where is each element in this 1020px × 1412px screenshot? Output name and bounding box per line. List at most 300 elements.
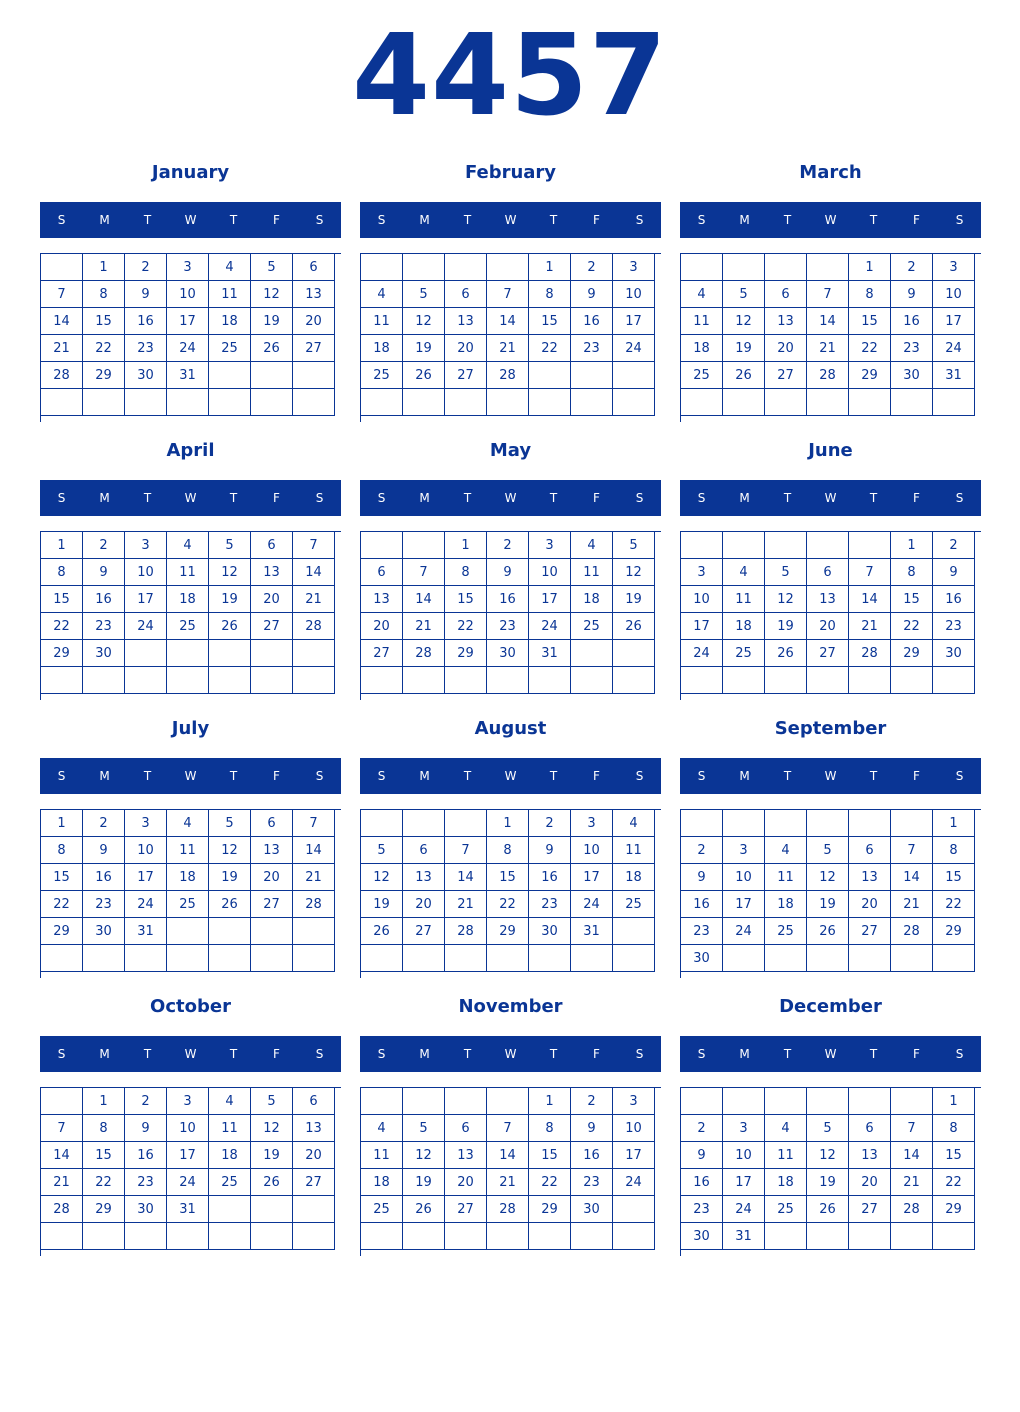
day-cell: 5 xyxy=(765,559,807,586)
day-cell: 14 xyxy=(891,1142,933,1169)
day-cell: 27 xyxy=(251,891,293,918)
day-cell xyxy=(765,254,807,281)
weekday-header: S xyxy=(635,213,644,227)
day-cell: 28 xyxy=(293,891,335,918)
day-cell: 29 xyxy=(849,362,891,389)
weekday-header: T xyxy=(783,491,792,505)
day-cell: 13 xyxy=(251,837,293,864)
day-cell: 19 xyxy=(723,335,765,362)
day-cell xyxy=(765,1223,807,1250)
day-cell: 9 xyxy=(681,1142,723,1169)
day-cell xyxy=(361,945,403,972)
day-cell xyxy=(613,1223,655,1250)
day-cell: 8 xyxy=(41,837,83,864)
weekday-header: T xyxy=(143,1047,152,1061)
day-cell: 8 xyxy=(849,281,891,308)
day-cell: 21 xyxy=(293,586,335,613)
day-cell: 22 xyxy=(83,335,125,362)
day-cell xyxy=(125,389,167,416)
day-grid xyxy=(680,531,981,700)
month-name: March xyxy=(799,162,862,183)
day-cell: 17 xyxy=(933,308,975,335)
day-cell: 4 xyxy=(613,810,655,837)
weekday-header: S xyxy=(315,769,324,783)
day-cell: 2 xyxy=(891,254,933,281)
day-cell: 9 xyxy=(83,837,125,864)
day-cell: 14 xyxy=(293,837,335,864)
day-cell xyxy=(765,1088,807,1115)
day-cell: 30 xyxy=(681,945,723,972)
day-cell: 16 xyxy=(125,1142,167,1169)
day-cell: 23 xyxy=(681,1196,723,1223)
day-cell: 14 xyxy=(41,308,83,335)
day-cell: 6 xyxy=(765,281,807,308)
day-cell: 20 xyxy=(361,613,403,640)
day-cell xyxy=(445,254,487,281)
day-cell: 22 xyxy=(83,1169,125,1196)
day-cell: 25 xyxy=(209,335,251,362)
day-cell: 12 xyxy=(251,281,293,308)
day-cell xyxy=(209,389,251,416)
day-cell xyxy=(251,667,293,694)
weekday-header-bar xyxy=(680,202,981,238)
weekday-header: W xyxy=(824,1047,837,1061)
weekday-header-bar xyxy=(40,1036,341,1072)
day-cell xyxy=(849,1223,891,1250)
day-cell: 20 xyxy=(251,864,293,891)
day-cell: 1 xyxy=(891,532,933,559)
day-cell: 19 xyxy=(613,586,655,613)
day-cell xyxy=(933,945,975,972)
day-cell: 20 xyxy=(403,891,445,918)
weekday-header-bar xyxy=(40,758,341,794)
day-cell: 19 xyxy=(209,864,251,891)
weekday-header: T xyxy=(869,491,878,505)
day-cell: 24 xyxy=(571,891,613,918)
day-cell: 18 xyxy=(571,586,613,613)
day-cell: 9 xyxy=(571,1115,613,1142)
day-cell: 30 xyxy=(529,918,571,945)
day-cell: 20 xyxy=(293,1142,335,1169)
day-cell xyxy=(251,1196,293,1223)
day-cell: 21 xyxy=(807,335,849,362)
day-cell xyxy=(83,667,125,694)
day-cell xyxy=(723,667,765,694)
day-cell: 22 xyxy=(849,335,891,362)
day-cell: 1 xyxy=(933,810,975,837)
day-cell: 5 xyxy=(251,254,293,281)
month-name: January xyxy=(151,162,230,183)
day-cell: 25 xyxy=(209,1169,251,1196)
day-cell xyxy=(167,918,209,945)
day-cell: 11 xyxy=(361,308,403,335)
day-cell: 22 xyxy=(891,613,933,640)
day-cell: 4 xyxy=(765,1115,807,1142)
day-cell: 5 xyxy=(613,532,655,559)
day-cell: 1 xyxy=(83,254,125,281)
weekday-header: S xyxy=(635,491,644,505)
day-cell: 2 xyxy=(529,810,571,837)
day-cell: 27 xyxy=(403,918,445,945)
day-cell: 30 xyxy=(571,1196,613,1223)
day-cell xyxy=(403,945,445,972)
day-cell xyxy=(613,667,655,694)
day-cell xyxy=(41,1223,83,1250)
day-cell xyxy=(529,362,571,389)
weekday-header: T xyxy=(143,213,152,227)
day-cell xyxy=(807,532,849,559)
day-cell: 10 xyxy=(571,837,613,864)
day-cell: 16 xyxy=(933,586,975,613)
day-cell xyxy=(613,640,655,667)
day-cell: 12 xyxy=(403,308,445,335)
day-cell xyxy=(891,810,933,837)
day-cell: 19 xyxy=(403,335,445,362)
day-cell xyxy=(445,667,487,694)
day-cell xyxy=(293,389,335,416)
day-cell: 3 xyxy=(529,532,571,559)
day-cell: 23 xyxy=(487,613,529,640)
day-cell xyxy=(445,945,487,972)
day-cell: 17 xyxy=(167,1142,209,1169)
day-grid xyxy=(40,253,341,422)
day-cell xyxy=(209,640,251,667)
day-cell: 15 xyxy=(933,1142,975,1169)
day-cell: 4 xyxy=(209,1088,251,1115)
day-cell: 24 xyxy=(723,918,765,945)
day-cell: 13 xyxy=(445,1142,487,1169)
weekday-header: F xyxy=(913,213,920,227)
day-cell: 9 xyxy=(933,559,975,586)
weekday-header: T xyxy=(869,1047,878,1061)
weekday-header: T xyxy=(783,769,792,783)
day-cell: 16 xyxy=(83,864,125,891)
day-cell: 11 xyxy=(167,559,209,586)
day-cell xyxy=(293,945,335,972)
day-cell xyxy=(891,945,933,972)
day-cell: 7 xyxy=(891,837,933,864)
day-cell: 9 xyxy=(529,837,571,864)
day-cell: 13 xyxy=(807,586,849,613)
day-cell: 29 xyxy=(41,918,83,945)
day-cell xyxy=(251,640,293,667)
weekday-header: T xyxy=(143,491,152,505)
day-cell: 15 xyxy=(41,864,83,891)
day-cell xyxy=(807,254,849,281)
month-name: October xyxy=(150,996,231,1017)
month-name: July xyxy=(171,718,210,739)
day-cell: 7 xyxy=(445,837,487,864)
day-cell: 7 xyxy=(41,1115,83,1142)
day-cell xyxy=(529,1223,571,1250)
day-cell: 3 xyxy=(167,254,209,281)
day-cell: 9 xyxy=(681,864,723,891)
day-cell: 9 xyxy=(125,1115,167,1142)
weekday-header: T xyxy=(463,491,472,505)
day-cell: 27 xyxy=(361,640,403,667)
day-grid xyxy=(680,1087,981,1256)
day-cell: 6 xyxy=(293,254,335,281)
day-cell: 15 xyxy=(933,864,975,891)
day-cell xyxy=(933,389,975,416)
day-cell xyxy=(765,532,807,559)
day-cell: 21 xyxy=(41,1169,83,1196)
day-cell xyxy=(209,918,251,945)
day-cell: 30 xyxy=(125,362,167,389)
weekday-header: F xyxy=(593,491,600,505)
day-cell: 2 xyxy=(83,810,125,837)
weekday-header: F xyxy=(913,1047,920,1061)
day-cell: 28 xyxy=(849,640,891,667)
day-cell: 3 xyxy=(613,1088,655,1115)
day-cell: 16 xyxy=(681,891,723,918)
day-cell: 24 xyxy=(125,891,167,918)
day-cell xyxy=(361,389,403,416)
day-cell: 4 xyxy=(167,810,209,837)
day-cell xyxy=(445,389,487,416)
day-cell xyxy=(613,1196,655,1223)
day-cell: 7 xyxy=(487,1115,529,1142)
day-cell: 22 xyxy=(41,613,83,640)
day-cell: 16 xyxy=(83,586,125,613)
day-cell: 21 xyxy=(487,335,529,362)
day-cell: 12 xyxy=(209,837,251,864)
day-cell xyxy=(681,254,723,281)
day-cell: 26 xyxy=(209,613,251,640)
day-cell: 17 xyxy=(613,308,655,335)
day-cell: 16 xyxy=(125,308,167,335)
day-cell: 21 xyxy=(891,1169,933,1196)
day-cell: 17 xyxy=(125,586,167,613)
weekday-header: M xyxy=(739,213,750,227)
day-cell: 25 xyxy=(361,362,403,389)
day-cell: 21 xyxy=(849,613,891,640)
day-cell: 28 xyxy=(41,362,83,389)
day-cell xyxy=(209,667,251,694)
day-cell: 4 xyxy=(361,281,403,308)
weekday-header: S xyxy=(697,491,706,505)
day-cell: 18 xyxy=(209,1142,251,1169)
weekday-header: S xyxy=(635,769,644,783)
weekday-header: M xyxy=(99,213,110,227)
day-cell: 11 xyxy=(571,559,613,586)
day-cell xyxy=(765,945,807,972)
day-cell: 23 xyxy=(83,613,125,640)
day-cell: 1 xyxy=(83,1088,125,1115)
day-cell xyxy=(849,1088,891,1115)
day-cell: 31 xyxy=(125,918,167,945)
day-cell xyxy=(293,918,335,945)
day-cell xyxy=(681,532,723,559)
day-cell: 19 xyxy=(807,891,849,918)
day-cell: 19 xyxy=(251,1142,293,1169)
day-cell xyxy=(807,1088,849,1115)
day-cell xyxy=(125,1223,167,1250)
day-cell xyxy=(723,389,765,416)
day-cell: 3 xyxy=(723,1115,765,1142)
weekday-header: S xyxy=(57,491,66,505)
day-cell: 23 xyxy=(891,335,933,362)
day-cell: 7 xyxy=(807,281,849,308)
day-cell: 3 xyxy=(933,254,975,281)
day-cell xyxy=(167,640,209,667)
day-cell: 20 xyxy=(849,891,891,918)
weekday-header: S xyxy=(697,1047,706,1061)
day-cell: 26 xyxy=(723,362,765,389)
day-cell: 3 xyxy=(167,1088,209,1115)
day-cell: 21 xyxy=(293,864,335,891)
day-cell: 1 xyxy=(487,810,529,837)
day-cell xyxy=(361,532,403,559)
day-cell: 5 xyxy=(209,810,251,837)
weekday-header-bar xyxy=(680,1036,981,1072)
day-cell xyxy=(445,810,487,837)
day-cell: 5 xyxy=(807,837,849,864)
day-cell xyxy=(681,1088,723,1115)
day-cell: 31 xyxy=(571,918,613,945)
day-cell: 29 xyxy=(933,918,975,945)
day-cell: 3 xyxy=(613,254,655,281)
weekday-header: S xyxy=(377,491,386,505)
day-cell xyxy=(849,667,891,694)
day-cell xyxy=(723,810,765,837)
day-cell: 29 xyxy=(83,1196,125,1223)
day-cell: 14 xyxy=(891,864,933,891)
day-cell: 28 xyxy=(41,1196,83,1223)
day-cell: 21 xyxy=(891,891,933,918)
day-cell xyxy=(571,640,613,667)
day-cell: 22 xyxy=(529,1169,571,1196)
day-cell: 17 xyxy=(723,891,765,918)
day-cell xyxy=(571,945,613,972)
day-grid xyxy=(360,531,661,700)
weekday-header: M xyxy=(739,1047,750,1061)
day-cell: 8 xyxy=(933,1115,975,1142)
weekday-header-bar xyxy=(360,758,661,794)
day-cell: 1 xyxy=(41,532,83,559)
day-cell: 8 xyxy=(529,1115,571,1142)
day-cell: 21 xyxy=(403,613,445,640)
weekday-header: S xyxy=(697,213,706,227)
weekday-header: S xyxy=(955,769,964,783)
day-cell xyxy=(403,667,445,694)
day-cell: 8 xyxy=(487,837,529,864)
day-cell: 26 xyxy=(209,891,251,918)
day-cell: 26 xyxy=(361,918,403,945)
day-cell: 13 xyxy=(293,281,335,308)
day-cell: 31 xyxy=(167,362,209,389)
day-cell: 26 xyxy=(807,1196,849,1223)
day-cell: 2 xyxy=(487,532,529,559)
day-cell xyxy=(487,945,529,972)
weekday-header: S xyxy=(315,491,324,505)
day-cell: 23 xyxy=(125,1169,167,1196)
weekday-header: T xyxy=(549,491,558,505)
day-cell xyxy=(487,1223,529,1250)
day-cell: 6 xyxy=(445,1115,487,1142)
day-cell: 15 xyxy=(891,586,933,613)
day-cell: 5 xyxy=(403,281,445,308)
day-cell: 8 xyxy=(41,559,83,586)
day-cell xyxy=(293,362,335,389)
month-name: April xyxy=(166,440,215,461)
day-cell: 11 xyxy=(723,586,765,613)
day-cell: 12 xyxy=(765,586,807,613)
day-cell: 18 xyxy=(681,335,723,362)
day-cell: 12 xyxy=(403,1142,445,1169)
weekday-header: F xyxy=(913,769,920,783)
day-cell: 29 xyxy=(487,918,529,945)
day-cell xyxy=(209,945,251,972)
day-cell: 10 xyxy=(681,586,723,613)
day-cell: 28 xyxy=(807,362,849,389)
day-cell: 17 xyxy=(529,586,571,613)
month-name: November xyxy=(458,996,563,1017)
day-cell: 15 xyxy=(83,1142,125,1169)
day-cell: 23 xyxy=(125,335,167,362)
day-cell: 12 xyxy=(613,559,655,586)
day-cell: 26 xyxy=(251,335,293,362)
day-cell: 7 xyxy=(293,532,335,559)
day-cell: 30 xyxy=(83,640,125,667)
day-cell xyxy=(723,254,765,281)
day-cell: 1 xyxy=(445,532,487,559)
day-cell: 18 xyxy=(613,864,655,891)
day-cell: 29 xyxy=(41,640,83,667)
day-cell: 9 xyxy=(83,559,125,586)
day-cell: 23 xyxy=(571,1169,613,1196)
day-cell xyxy=(361,810,403,837)
day-cell: 17 xyxy=(613,1142,655,1169)
day-cell: 19 xyxy=(807,1169,849,1196)
day-cell: 13 xyxy=(251,559,293,586)
weekday-header-bar xyxy=(680,480,981,516)
day-cell: 24 xyxy=(723,1196,765,1223)
weekday-header: S xyxy=(377,1047,386,1061)
day-cell xyxy=(807,945,849,972)
day-cell xyxy=(293,667,335,694)
day-cell: 3 xyxy=(571,810,613,837)
day-cell: 15 xyxy=(529,1142,571,1169)
day-cell: 11 xyxy=(681,308,723,335)
day-cell xyxy=(167,1223,209,1250)
weekday-header-bar xyxy=(360,480,661,516)
day-cell: 5 xyxy=(251,1088,293,1115)
day-cell: 4 xyxy=(167,532,209,559)
day-cell: 27 xyxy=(251,613,293,640)
day-cell: 16 xyxy=(891,308,933,335)
day-cell: 25 xyxy=(681,362,723,389)
weekday-header: T xyxy=(549,213,558,227)
day-cell: 17 xyxy=(571,864,613,891)
day-cell: 24 xyxy=(167,335,209,362)
day-cell xyxy=(613,389,655,416)
day-cell: 29 xyxy=(83,362,125,389)
day-cell xyxy=(125,667,167,694)
weekday-header: W xyxy=(184,769,197,783)
day-cell: 11 xyxy=(613,837,655,864)
day-cell: 23 xyxy=(933,613,975,640)
day-cell: 12 xyxy=(361,864,403,891)
day-cell xyxy=(891,389,933,416)
day-cell: 14 xyxy=(41,1142,83,1169)
day-cell: 26 xyxy=(403,362,445,389)
day-cell xyxy=(251,362,293,389)
day-grid xyxy=(680,809,981,978)
day-cell: 7 xyxy=(849,559,891,586)
day-cell xyxy=(571,389,613,416)
day-cell xyxy=(251,389,293,416)
